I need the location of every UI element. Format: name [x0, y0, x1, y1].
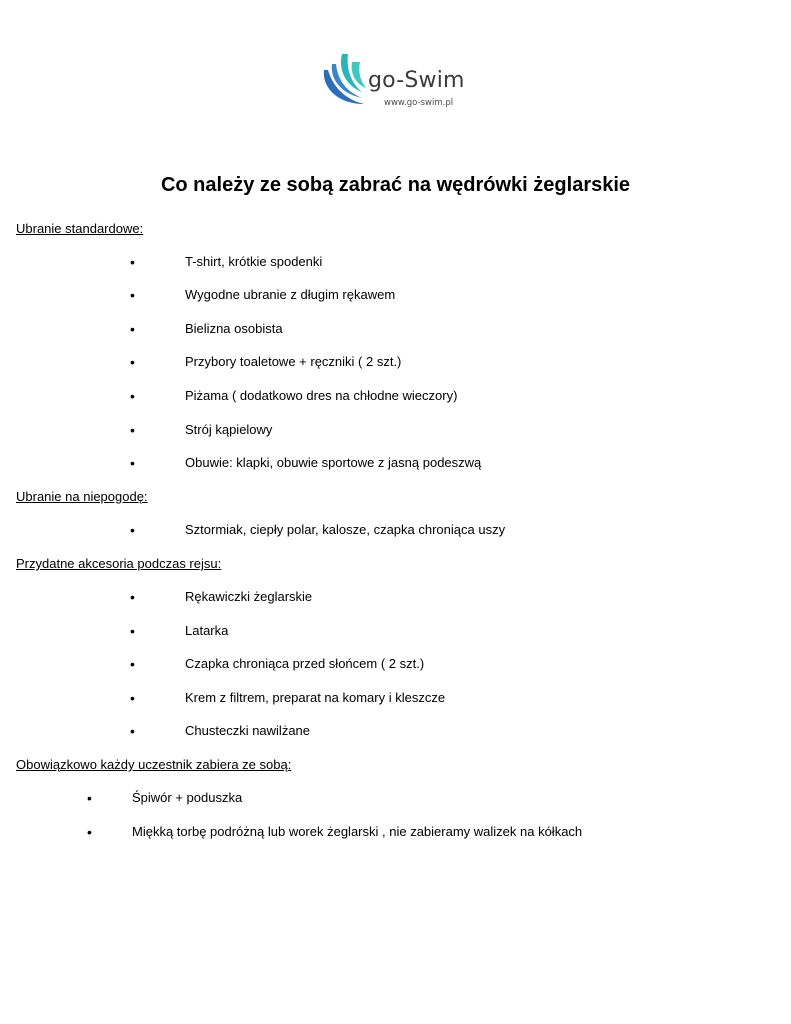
list-item-text: Rękawiczki żeglarskie [185, 589, 313, 604]
bullet-icon: • [130, 388, 135, 404]
list-item-text: Krem z filtrem, preparat na komary i kleszcze [185, 690, 446, 705]
list-item-text: Wygodne ubranie z długim rękawem [185, 287, 396, 302]
bullet-icon: • [130, 422, 135, 438]
section-heading-accessories: Przydatne akcesoria podczas rejsu: [16, 556, 222, 571]
list-item-text: T-shirt, krótkie spodenki [185, 254, 323, 269]
bullet-icon: • [87, 790, 92, 806]
list-item-text: Obuwie: klapki, obuwie sportowe z jasną podeszwą [185, 455, 482, 470]
bullet-icon: • [130, 455, 135, 471]
list-item-text: Sztormiak, ciepły polar, kalosze, czapka chroniąca uszy [185, 522, 506, 537]
section-heading-mandatory: Obowiązkowo każdy uczestnik zabiera ze sobą: [16, 757, 292, 772]
bullet-icon: • [87, 824, 92, 840]
list-item-text: Śpiwór + poduszka [132, 790, 243, 805]
bullet-icon: • [130, 321, 135, 337]
bullet-icon: • [130, 522, 135, 538]
list-item-text: Przybory toaletowe + ręczniki ( 2 szt.) [185, 354, 402, 369]
bullet-icon: • [130, 287, 135, 303]
logo-brand-name: go-Swim [368, 68, 465, 93]
list-item-text: Czapka chroniąca przed słońcem ( 2 szt.) [185, 656, 425, 671]
list-item-text: Latarka [185, 623, 229, 638]
list-item-text: Miękką torbę podróżną lub worek żeglarski , nie zabieramy walizek na kółkach [132, 824, 583, 839]
list-item-text: Strój kąpielowy [185, 422, 273, 437]
go-swim-logo [318, 48, 464, 114]
bullet-icon: • [130, 723, 135, 739]
section-heading-standard-clothing: Ubranie standardowe: [16, 221, 144, 236]
list-item-text: Bielizna osobista [185, 321, 283, 336]
list-item-text: Chusteczki nawilżane [185, 723, 311, 738]
logo-url: www.go-swim.pl [384, 98, 454, 108]
list-item-text: Piżama ( dodatkowo dres na chłodne wieczory) [185, 388, 458, 403]
bullet-icon: • [130, 354, 135, 370]
section-heading-bad-weather: Ubranie na niepogodę: [16, 489, 148, 504]
bullet-icon: • [130, 656, 135, 672]
page-title: Co należy ze sobą zabrać na wędrówki żeglarskie [160, 174, 631, 196]
bullet-icon: • [130, 690, 135, 706]
bullet-icon: • [130, 589, 135, 605]
bullet-icon: • [130, 623, 135, 639]
bullet-icon: • [130, 254, 135, 270]
